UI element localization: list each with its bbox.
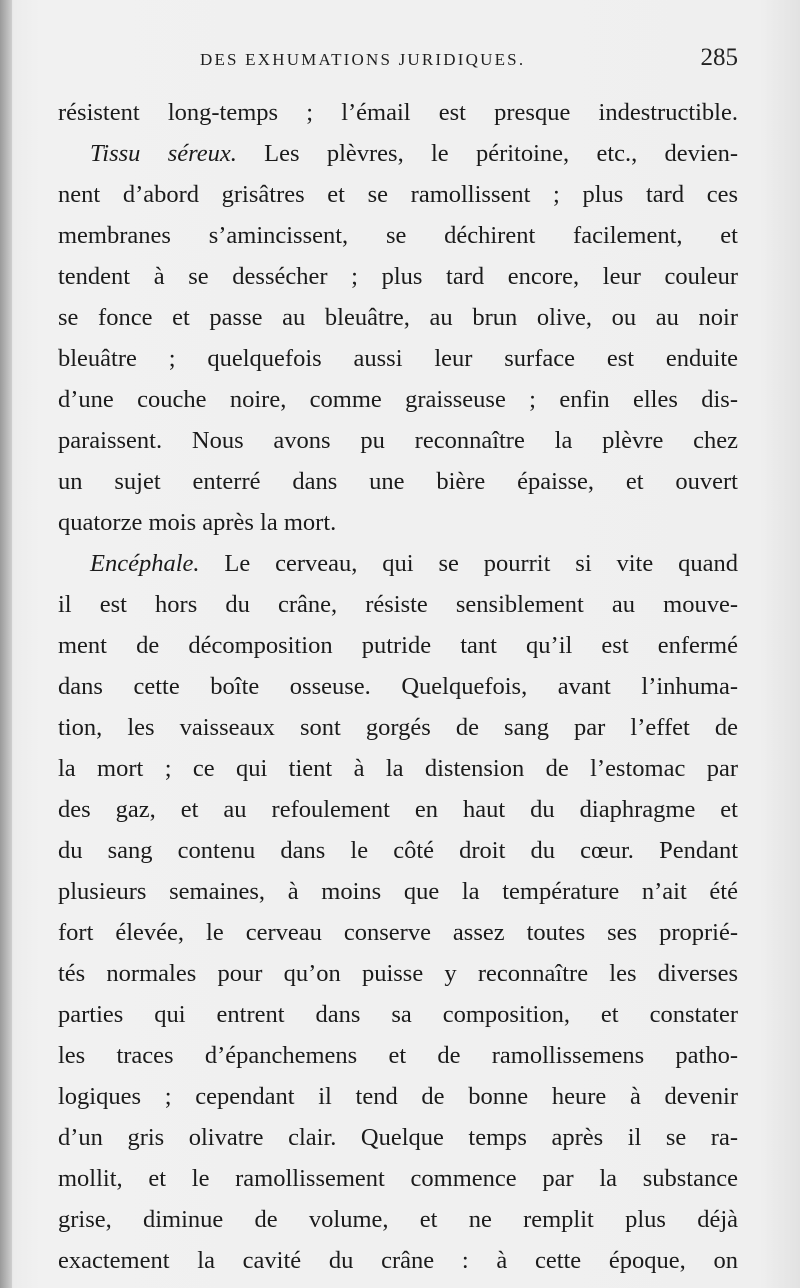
line-text: dans cette boîte osseuse. Quelquefois, avant l’inhuma- <box>58 673 738 700</box>
line-text: résistent long-temps ; l’émail est presque indestructible. <box>58 99 738 126</box>
line-text: nent d’abord grisâtres et se ramollissent ; plus tard ces <box>58 181 738 208</box>
text-line <box>58 215 738 256</box>
text-line <box>58 748 738 789</box>
text-line <box>58 830 738 871</box>
text-line <box>58 1240 738 1281</box>
line-text: fort élevée, le cerveau conserve assez toutes ses proprié- <box>58 919 738 946</box>
section-heading-italic: Encéphale. <box>90 550 200 577</box>
text-line <box>58 584 738 625</box>
text-line <box>58 461 738 502</box>
text-line <box>58 1076 738 1117</box>
line-text: Le cerveau, qui se pourrit si vite quand <box>199 550 738 577</box>
text-line <box>58 1035 738 1076</box>
line-text: membranes s’amincissent, se déchirent facilement, et <box>58 222 738 249</box>
text-line <box>58 133 738 174</box>
line-text: exactement la cavité du crâne : à cette époque, on <box>58 1247 738 1274</box>
line-text: d’une couche noire, comme graisseuse ; enfin elles dis- <box>58 386 738 413</box>
line-text: logiques ; cependant il tend de bonne heure à devenir <box>58 1083 738 1110</box>
text-line <box>58 912 738 953</box>
text-line <box>58 543 738 584</box>
line-text: tion, les vaisseaux sont gorgés de sang par l’effet de <box>58 714 738 741</box>
line-text: les traces d’épanchemens et de ramollissemens patho- <box>58 1042 738 1069</box>
text-line <box>58 379 738 420</box>
line-text: se fonce et passe au bleuâtre, au brun olive, ou au noir <box>58 304 738 331</box>
line-text: tés normales pour qu’on puisse y reconnaître les diverses <box>58 960 738 987</box>
text-line <box>58 789 738 830</box>
text-line <box>58 92 738 133</box>
line-text: parties qui entrent dans sa composition, et constater <box>58 1001 738 1028</box>
section-heading-italic: Tissu séreux. <box>90 140 237 167</box>
text-line <box>58 256 738 297</box>
text-line <box>58 953 738 994</box>
line-text: quatorze mois après la mort. <box>58 509 337 536</box>
line-text: plusieurs semaines, à moins que la température n’ait été <box>58 878 738 905</box>
running-head <box>200 44 738 76</box>
line-text: il est hors du crâne, résiste sensiblement au mouve- <box>58 591 738 618</box>
text-line <box>58 338 738 379</box>
line-text: des gaz, et au refoulement en haut du diaphragme et <box>58 796 738 823</box>
line-text: grise, diminue de volume, et ne remplit plus déjà <box>58 1206 738 1233</box>
text-line <box>58 871 738 912</box>
text-line <box>58 707 738 748</box>
line-text: mollit, et le ramollissement commence par la substance <box>58 1165 738 1192</box>
line-text: un sujet enterré dans une bière épaisse, et ouvert <box>58 468 738 495</box>
line-text: bleuâtre ; quelquefois aussi leur surface est enduite <box>58 345 738 372</box>
page-number: 285 <box>700 44 738 71</box>
text-line <box>58 1199 738 1240</box>
line-text: ment de décomposition putride tant qu’il est enfermé <box>58 632 738 659</box>
text-line <box>58 666 738 707</box>
text-line <box>58 1117 738 1158</box>
text-line <box>58 502 738 543</box>
text-line <box>58 420 738 461</box>
running-title: DES EXHUMATIONS JURIDIQUES. <box>200 50 526 69</box>
line-text: d’un gris olivatre clair. Quelque temps après il se ra- <box>58 1124 738 1151</box>
text-line <box>58 625 738 666</box>
page-gutter-shadow <box>0 0 12 1288</box>
text-line <box>58 994 738 1035</box>
text-line <box>58 1158 738 1199</box>
line-text: du sang contenu dans le côté droit du cœur. Pendant <box>58 837 738 864</box>
line-text: tendent à se dessécher ; plus tard encore, leur couleur <box>58 263 738 290</box>
line-text: Les plèvres, le péritoine, etc., devien- <box>236 140 739 167</box>
line-text: paraissent. Nous avons pu reconnaître la plèvre chez <box>58 427 738 454</box>
text-line <box>58 174 738 215</box>
text-line <box>58 297 738 338</box>
line-text: la mort ; ce qui tient à la distension de l’estomac par <box>58 755 738 782</box>
body-text <box>58 92 738 1281</box>
